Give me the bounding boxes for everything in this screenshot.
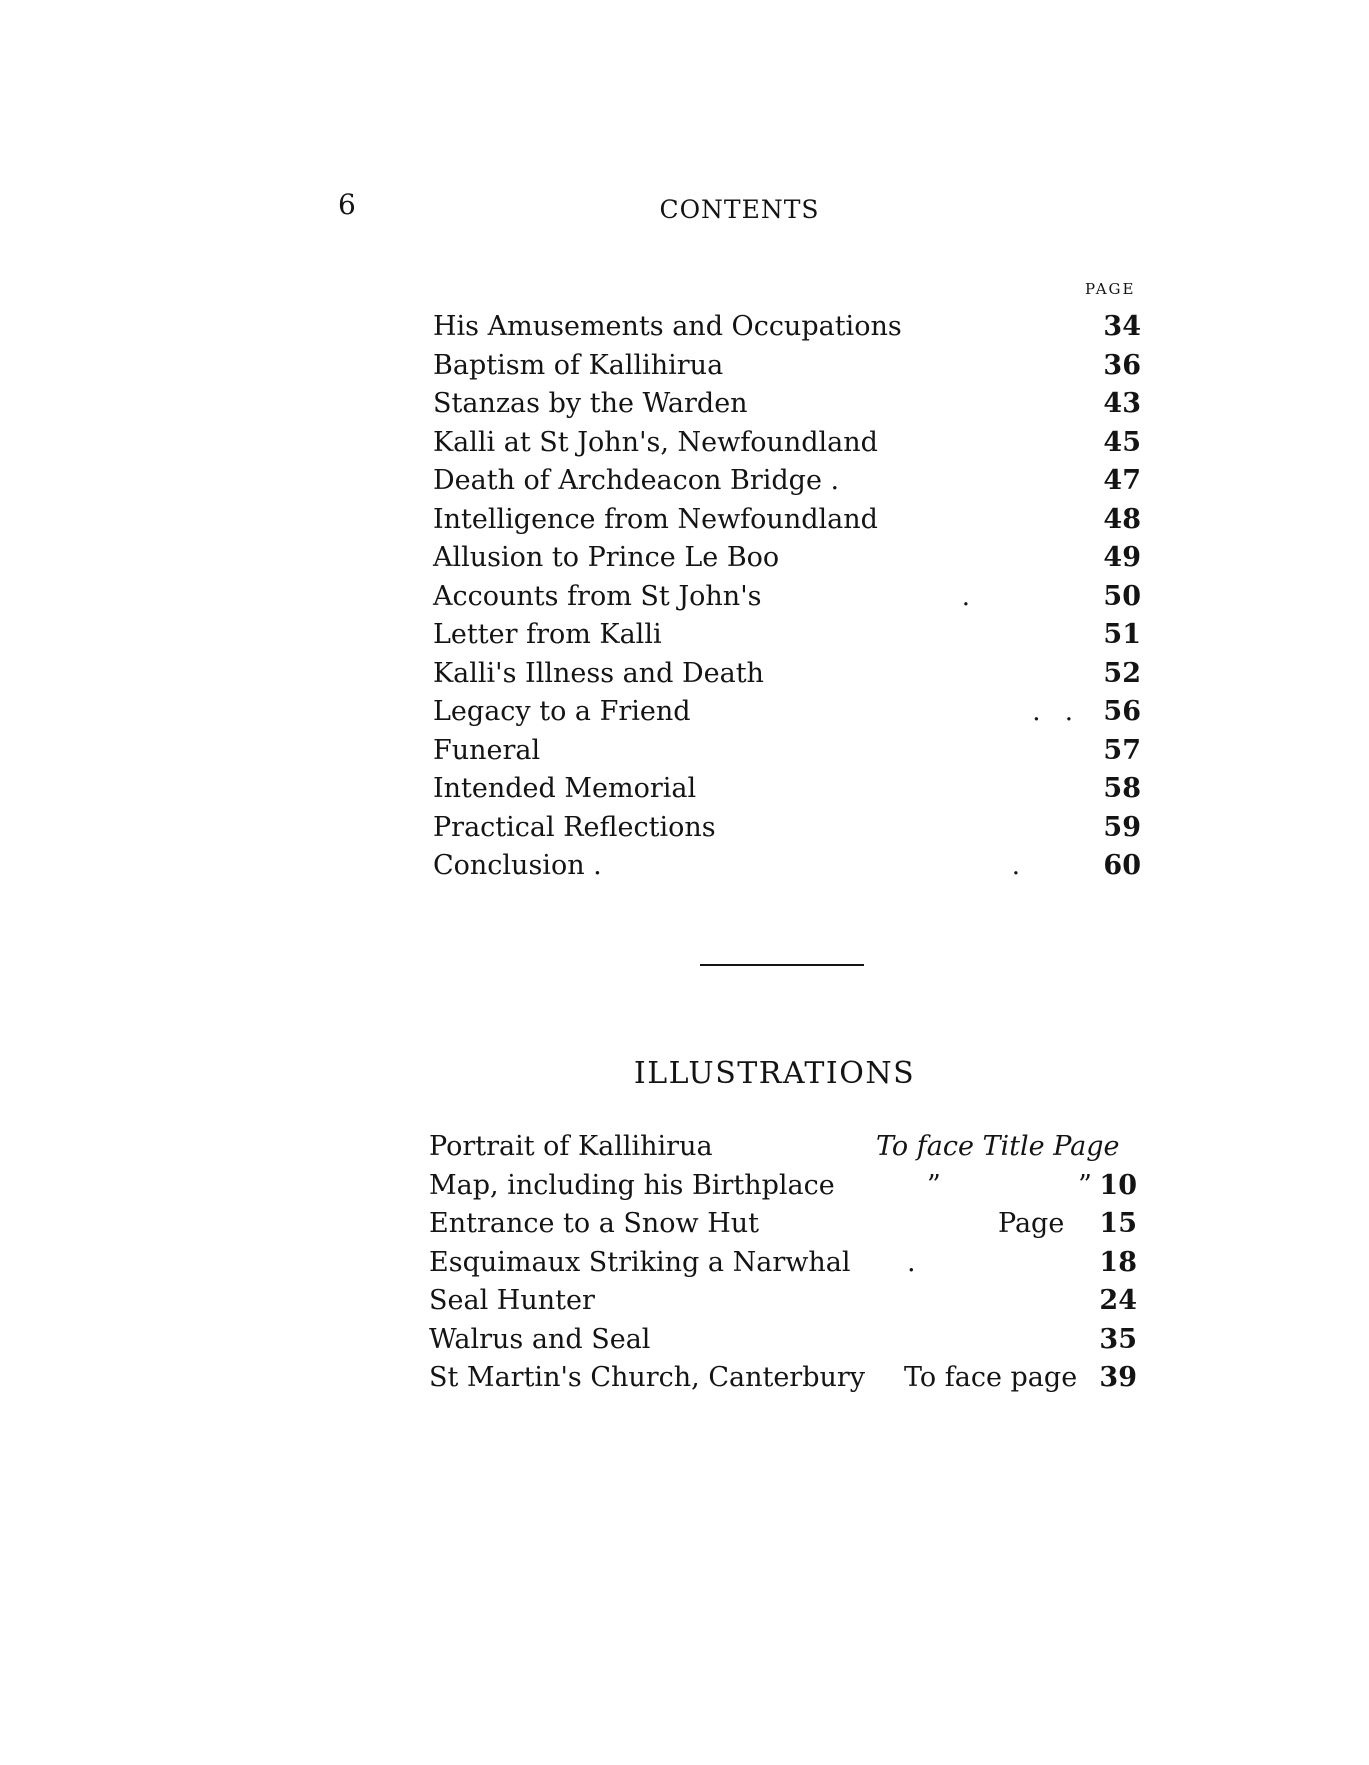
- illustration-entry: [429, 1128, 1141, 1167]
- illustration-entry: [429, 1282, 1141, 1321]
- illustration-page: 35: [1099, 1323, 1137, 1355]
- contents-entry: [433, 809, 1143, 848]
- entry-page: 56: [1103, 696, 1141, 727]
- entry-title: Accounts from St John's: [433, 580, 762, 612]
- illustration-page: 18: [1099, 1246, 1137, 1278]
- contents-entry: [433, 847, 1143, 886]
- entry-title: Intended Memorial: [433, 773, 697, 804]
- contents-entry: [433, 539, 1143, 578]
- contents-entry: [433, 501, 1143, 540]
- entry-page: 48: [1103, 503, 1141, 535]
- contents-entry: [433, 655, 1143, 694]
- illustration-title: Esquimaux Striking a Narwhal: [429, 1246, 851, 1278]
- contents-entry: [433, 385, 1143, 424]
- entry-page: 50: [1103, 580, 1141, 612]
- contents-entry: [433, 732, 1143, 771]
- contents-entry: [433, 308, 1143, 347]
- contents-list: [433, 308, 1143, 886]
- entry-page: 52: [1103, 657, 1141, 689]
- contents-entry: [433, 770, 1143, 809]
- illustration-title: Portrait of Kallihirua: [429, 1131, 713, 1162]
- entry-title: Stanzas by the Warden: [433, 388, 748, 419]
- entry-title: Allusion to Prince Le Boo: [433, 542, 780, 573]
- illustration-title: Entrance to a Snow Hut: [429, 1208, 760, 1239]
- illustration-note: ” ”: [927, 1169, 1092, 1201]
- illustration-entry: [429, 1205, 1141, 1244]
- entry-title: Death of Archdeacon Bridge .: [433, 465, 840, 496]
- illustration-entry: [429, 1359, 1141, 1398]
- illustration-page: 15: [1099, 1208, 1137, 1239]
- entry-title: Conclusion .: [433, 850, 602, 881]
- illustration-note: To face page: [904, 1362, 1078, 1393]
- page-column-label: PAGE: [1085, 280, 1136, 298]
- entry-page: 51: [1103, 619, 1141, 650]
- contents-entry: [433, 424, 1143, 463]
- entry-title: Kalli's Illness and Death: [433, 657, 764, 689]
- entry-page: 58: [1103, 773, 1141, 804]
- illustration-title: Map, including his Birthplace: [429, 1169, 835, 1201]
- entry-page: 59: [1103, 811, 1141, 843]
- entry-title: Legacy to a Friend: [433, 696, 691, 727]
- entry-leader: . .: [1032, 697, 1081, 727]
- illustration-page: 39: [1099, 1362, 1137, 1393]
- illustration-title: Walrus and Seal: [429, 1323, 651, 1355]
- section-divider: [700, 964, 864, 966]
- illustration-entry: [429, 1244, 1141, 1283]
- illustration-entry: [429, 1167, 1141, 1206]
- entry-title: Funeral: [433, 734, 541, 766]
- entry-title: Practical Reflections: [433, 811, 716, 843]
- illustration-note: To face Title Page: [876, 1131, 1120, 1162]
- illustration-title: Seal Hunter: [429, 1285, 595, 1316]
- entry-page: 43: [1103, 388, 1141, 419]
- contents-entry: [433, 693, 1143, 732]
- entry-page: 36: [1103, 349, 1141, 381]
- illustration-page: 24: [1099, 1285, 1137, 1316]
- illustration-entry: [429, 1321, 1141, 1360]
- entry-page: 47: [1103, 465, 1141, 496]
- illustrations-list: [429, 1128, 1141, 1398]
- illustration-title: St Martin's Church, Canterbury: [429, 1362, 866, 1393]
- entry-title: Baptism of Kallihirua: [433, 349, 724, 381]
- contents-entry: [433, 616, 1143, 655]
- entry-title: Kalli at St John's, Newfoundland: [433, 426, 878, 458]
- illustrations-heading: ILLUSTRATIONS: [633, 1056, 916, 1091]
- entry-page: 60: [1103, 850, 1141, 881]
- illustration-page: 10: [1099, 1169, 1137, 1201]
- entry-page: 45: [1103, 426, 1141, 458]
- contents-entry: [433, 347, 1143, 386]
- illustration-note: Page: [998, 1208, 1065, 1239]
- entry-title: Intelligence from Newfoundland: [433, 503, 878, 535]
- entry-title: Letter from Kalli: [433, 619, 662, 650]
- page-number: 6: [338, 188, 356, 221]
- entry-leader: .: [1011, 851, 1028, 881]
- running-head: CONTENTS: [659, 195, 820, 224]
- contents-entry: [433, 578, 1143, 617]
- illustration-note: .: [907, 1246, 916, 1278]
- contents-entry: [433, 462, 1143, 501]
- entry-page: 49: [1103, 542, 1141, 573]
- entry-page: 57: [1103, 734, 1141, 766]
- entry-leader: .: [961, 581, 978, 612]
- entry-page: 34: [1103, 311, 1141, 342]
- entry-title: His Amusements and Occupations: [433, 311, 902, 342]
